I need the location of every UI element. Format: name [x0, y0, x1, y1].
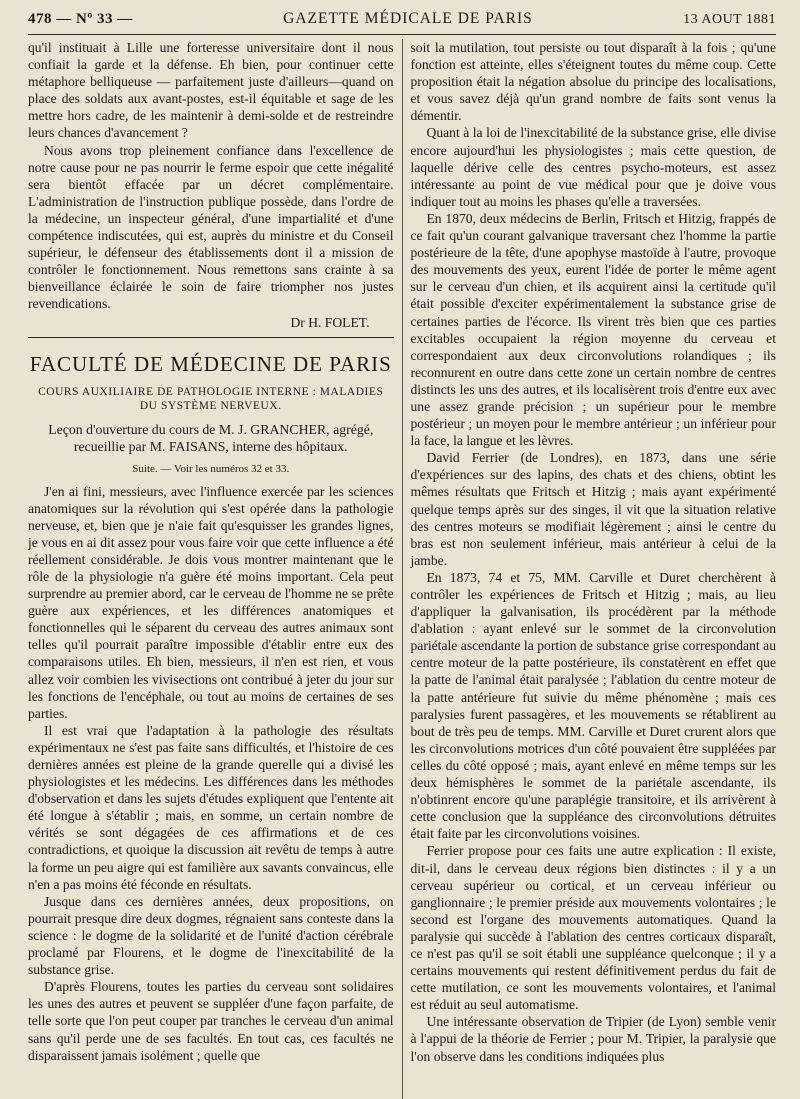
lecture-line: Leçon d'ouverture du cours de M. J. GRANCHER, agrégé, recueillie par M. FAISANS, interne des hôpitaux. — [48, 421, 374, 454]
section-divider — [28, 337, 394, 338]
paragraph: Quant à la loi de l'inexcitabilité de la substance grise, elle divise encore aujourd'hui les physiologistes ; mais cette question, de laquelle dérive celle des centres psycho-moteurs, est assez intéressante au point de vue médical pour que je doive vous indiquer tout au moins les phases qu'elle a traversées. — [410, 125, 776, 209]
paragraph: Il est vrai que l'adaptation à la pathologie des résultats expérimentaux ne s'est pas faite sans difficultés, et l'histoire de ces dernières années est pleine de la grande querelle qui a divisé les physiologistes et les médecins. Les différences dans les méthodes d'observation et dans les sujets d'études expliquent que l'entente ait été longue à s'établir ; mais, en somme, un certain nombre de vérités se sont dégagées de ces affirmations et de ces contradictions, et quoique la discussion ait revêtu de temps à autre la forme un peu aigre qui est familière aux savants convaincus, elle n'en a pas moins été féconde en résultats. — [28, 722, 394, 892]
page-number: 478 — Nº 33 — — [28, 11, 133, 27]
paragraph: En 1870, deux médecins de Berlin, Fritsch et Hitzig, frappés de ce fait qu'un courant galvanique traversant chez l'homme la partie postérieure de la tête, d'une apophyse mastoïde à l'autre, provoque des mouvements des yeux, eurent l'idée de porter le même agent sur le cerveau d'un chien, et ils acquirent ainsi la certitude qu'il était possible d'exciter expérimentalement la substance grise de certaines parties de l'écorce. Ils virent très bien que ces parties excitables occupaient la région moyenne du cerveau et correspondaient aux deux circonvolutions rolandiques ; ils reconnurent en outre dans cette zone un certain nombre de centres distincts les uns des autres, et ils localisèrent trois d'entre eux avec une assez grande précision ; un supérieur pour le membre postérieur ; un moyen pour le membre antérieur ; un inférieur pour la face, la langue et les lèvres. — [410, 210, 776, 449]
left-column — [28, 39, 394, 1099]
paragraph: Ferrier propose pour ces faits une autre explication : Il existe, dit-il, dans le cerveau deux régions bien distinctes : il y a un cerveau supérieur ou cortical, et un cerveau inférieur ou ganglionnaire ; le premier préside aux mouvements volontaires ; le second est l'organe des mouvements automatiques. Quand la paralysie qui succède à l'ablation des centres corticaux disparaît, ce n'est pas qu'il se soit établi une suppléance quelconque ; il y a certains mouvements qui restent définitivement perdus du fait de cette mutilation, ce sont les mouvements volontaires, et l'animal est réduit au seul automatisme. — [410, 843, 776, 1013]
paragraph: D'après Flourens, toutes les parties du cerveau sont solidaires les unes des autres et peuvent se suppléer d'une façon parfaite, de telle sorte que l'on peut couper par tranches le cerveau d'un animal sans qu'il perde une de ses facultés. En tout cas, ces facultés ne disparaissent jamais isolément ; quelle que — [28, 979, 394, 1063]
paragraph: J'en ai fini, messieurs, avec l'influence exercée par les sciences anatomiques sur la révolution qui s'est opérée dans la pathologie nerveuse, et, bien que je n'aie fait qu'esquisser les grandes lignes, je vous en ai dit assez pour vous faire voir que cette influence a été réellement considérable. Je dois vous montrer maintenant que le rôle de la physiologie n'a guère été moins important. Cela peut surprendre au premier abord, car le cerveau de l'homme ne se prête guère aux expériences, et les différences anatomiques et fonctionnelles qui le séparent du cerveau des autres animaux sont telles qu'il pourrait paraître impossible d'établir entre eux des comparaisons utiles. Eh bien, messieurs, il n'en est rien, et vous allez voir combien les vivisections ont contribué à jeter du jour sur les fonctions de l'encéphale, ou tout au moins de certaines de ses parties. — [28, 483, 394, 721]
paragraph: soit la mutilation, tout persiste ou tout disparaît à la fois ; qu'une fonction est atteinte, elles s'éteignent toutes du même coup. Cette proposition était la négation absolue du principe des localisations, et vous savez déjà qu'un grand nombre de faits sont venus la démentir. — [410, 40, 776, 124]
section-subtitle: COURS AUXILIAIRE DE PATHOLOGIE INTERNE : MALADIES DU SYSTÈME NERVEUX. — [38, 385, 384, 412]
page-header — [28, 10, 776, 35]
right-column — [402, 39, 777, 1099]
issue-date: 13 AOUT 1881 — [683, 12, 776, 27]
paragraph: Jusque dans ces dernières années, deux propositions, on pourrait presque dire deux dogmes, régnaient sans conteste dans la science : le dogme de la solidarité et de l'unité d'action cérébrale proclamé par Flourens, et le dogme de l'inexcitabilité de la substance grise. — [28, 893, 394, 978]
paragraph: Une intéressante observation de Tripier (de Lyon) semble venir à l'appui de la théorie de Ferrier ; pour M. Tripier, la paralysie que l'on observe dans les conditions indiquées plus — [410, 1014, 776, 1064]
paragraph: David Ferrier (de Londres), en 1873, dans une série d'expériences sur des lapins, des chats et des chiens, obtint les mêmes résultats que Fritsch et Hitzig ; mais ayant expérimenté quelque temps après sur des singes, il vit que la situation relative des centres moteurs se modifiait légèrement ; ainsi le centre du bras est non seulement inférieur, mais antérieur à celui de la jambe. — [410, 450, 776, 568]
paragraph: En 1873, 74 et 75, MM. Carville et Duret cherchèrent à contrôler les expériences de Fritsch et Hitzig ; mais, au lieu d'appliquer la galvanisation, ils procédèrent par la méthode d'ablation : ayant enlevé sur le sommet de la circonvolution pariétale ascendante la portion de substance grise correspondant au centre moteur de la patte postérieure, ils constatèrent en effet que la patte de l'animal était paralysée ; l'ablation du centre moteur de la patte antérieure fut suivie du même phénomène ; mais ces paralysies furent passagères, et les mouvements se rétablirent au bout de très peu de temps. MM. Carville et Duret crurent alors que les circonvolutions motrices d'un côté pouvaient être suppléées par celles du côté opposé ; mais, ayant enlevé en même temps sur les deux hémisphères le sommet de la pariétale ascendante, ils n'obtinrent encore qu'une paraplégie transitoire, et ils arrivèrent à cette conclusion que la suppléance des circonvolutions détruites était faite par les circonvolutions voisines. — [410, 569, 776, 842]
journal-title: GAZETTE MÉDICALE DE PARIS — [283, 10, 533, 27]
paragraph: Nous avons trop pleinement confiance dans l'excellence de notre cause pour ne pas nourrir le ferme espoir que cette inégalité sera bientôt effacée par un décret complémentaire. L'administration de l'instruction publique possède, dans l'ordre de la médecine, un inspecteur général, d'une impartialité et d'une compétence indiscutées, qui est, auprès du ministre et du Conseil supérieur, le défenseur des établissements dont il a mission de contrôler le fonctionnement. Nous remettons sans crainte à sa bienveillance éclairée le soin de faire triompher nos justes revendications. — [28, 142, 394, 312]
author-signature: Dr H. FOLET. — [290, 314, 370, 330]
section-title: FACULTÉ DE MÉDECINE DE PARIS — [29, 351, 392, 376]
continuation-note: Suite. — Voir les numéros 32 et 33. — [132, 462, 290, 475]
two-column-body — [28, 39, 776, 1099]
paragraph: qu'il instituait à Lille une forteresse universitaire dont il nous confiait la garde et la défense. Eh bien, pour continuer cette métaphore belliqueuse — parfaitement juste d'ailleurs—quand on place des soldats aux avant-postes, est-il équitable et sage de les mettre hors cadre, de les maintenir à demi-solde et de restreindre leurs chances d'avancement ? — [28, 40, 394, 141]
